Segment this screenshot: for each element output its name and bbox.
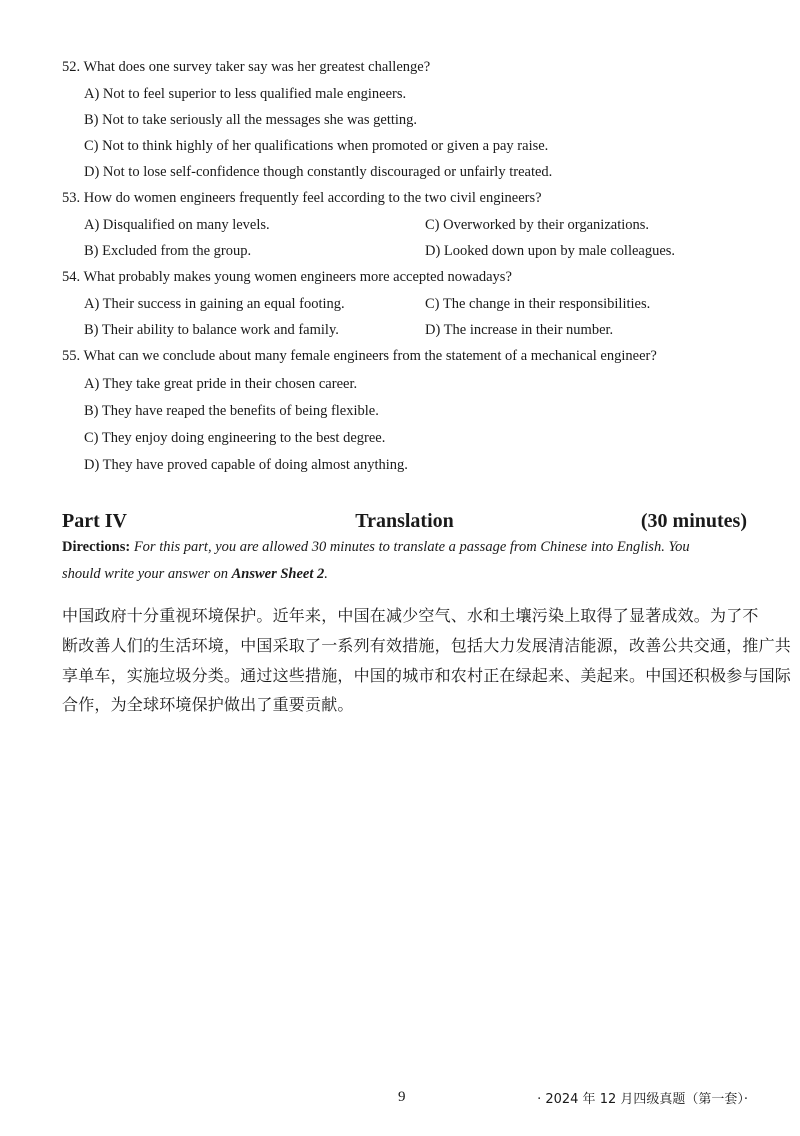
question-55-option-d: D) They have proved capable of doing almost anything. xyxy=(84,457,408,473)
question-55-option-c: C) They enjoy doing engineering to the best degree. xyxy=(84,430,386,446)
question-55-option-b: B) They have reaped the benefits of being flexible. xyxy=(84,403,379,419)
question-53-option-a: A) Disqualified on many levels. xyxy=(84,217,270,233)
question-54-option-c: C) The change in their responsibilities. xyxy=(425,296,651,312)
question-55-option-a: A) They take great pride in their chosen career. xyxy=(84,376,358,392)
directions-period: . xyxy=(324,566,328,582)
directions-line-2 xyxy=(62,566,328,583)
part-heading xyxy=(62,510,747,536)
directions-text-2: should write your answer on xyxy=(62,566,228,582)
question-54-option-a: A) Their success in gaining an equal footing. xyxy=(84,296,345,312)
directions-label: Directions: xyxy=(62,539,131,555)
question-54-stem: 54. What probably makes young women engineers more accepted nowadays? xyxy=(62,269,512,285)
part-time: (30 minutes) xyxy=(640,510,747,532)
page-number: 9 xyxy=(398,1089,406,1105)
passage-line-1: 中国政府十分重视环境保护。近年来，中国在减少空气、水和土壤污染上取得了显著成效。为了不 xyxy=(62,606,759,625)
answer-sheet-ref: Answer Sheet 2 xyxy=(231,566,325,582)
question-52-option-a: A) Not to feel superior to less qualified male engineers. xyxy=(84,86,407,102)
question-53-option-c: C) Overworked by their organizations. xyxy=(425,217,650,233)
part-title: Translation xyxy=(355,510,454,532)
question-55-stem: 55. What can we conclude about many female engineers from the statement of a mechanical engineer? xyxy=(62,348,657,364)
question-52-option-b: B) Not to take seriously all the messages she was getting. xyxy=(84,112,418,128)
question-54-option-d: D) The increase in their number. xyxy=(425,322,614,338)
passage-line-4: 合作，为全球环境保护做出了重要贡献。 xyxy=(62,695,354,714)
question-53-option-d: D) Looked down upon by male colleagues. xyxy=(425,243,676,259)
part-number: Part IV xyxy=(62,510,127,532)
question-52-option-d: D) Not to lose self-confidence though constantly discouraged or unfairly treated. xyxy=(84,164,553,180)
question-52-option-c: C) Not to think highly of her qualifications when promoted or given a pay raise. xyxy=(84,138,549,154)
question-52-stem: 52. What does one survey taker say was her greatest challenge? xyxy=(62,59,431,75)
passage-line-2: 断改善人们的生活环境，中国采取了一系列有效措施，包括大力发展清洁能源，改善公共交通，推广共 xyxy=(62,636,792,655)
exam-tag: · 2024 年 12 月四级真题（第一套）· xyxy=(537,1092,748,1107)
directions-line-1 xyxy=(62,539,690,556)
question-53-stem: 53. How do women engineers frequently feel according to the two civil engineers? xyxy=(62,190,542,206)
question-54-option-b: B) Their ability to balance work and family. xyxy=(84,322,339,338)
directions-text-1: For this part, you are allowed 30 minutes to translate a passage from Chinese into English. You xyxy=(133,539,690,555)
passage-line-3: 享单车，实施垃圾分类。通过这些措施，中国的城市和农村正在绿起来、美起来。中国还积极参与国际 xyxy=(62,666,792,685)
question-53-option-b: B) Excluded from the group. xyxy=(84,243,252,259)
